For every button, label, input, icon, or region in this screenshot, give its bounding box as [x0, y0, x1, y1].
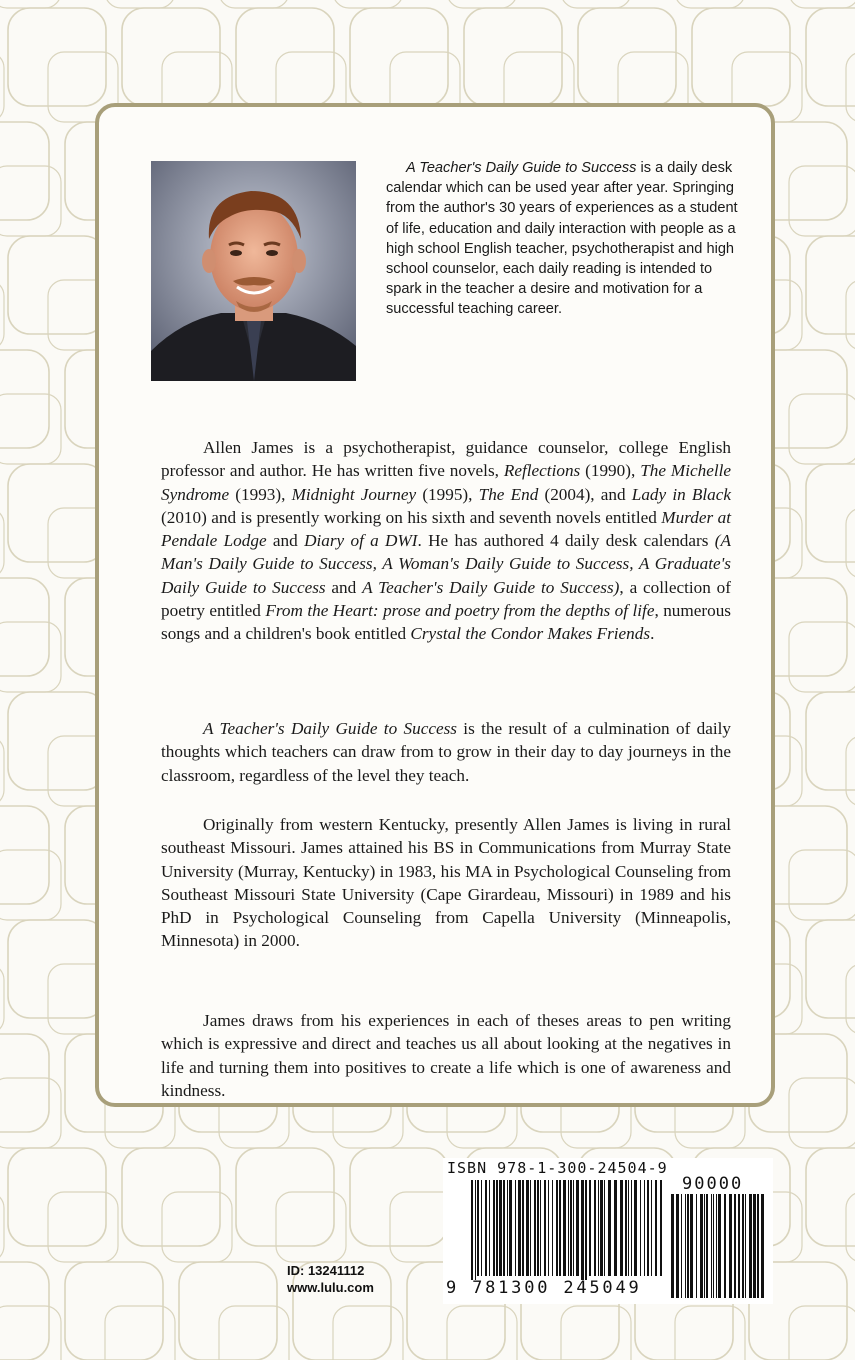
isbn-label: ISBN 978-1-300-24504-9: [447, 1159, 668, 1177]
barcode-bar: [604, 1180, 605, 1276]
barcode-bar: [471, 1180, 473, 1280]
pattern-square: [675, 1306, 745, 1360]
text-run: is a daily desk calendar which can be used year after year. Springing from the author's 30 years of experiences as a student of life, education and daily interaction with people as a high school English teacher, psychotherapist and high school counselor, each daily reading is intended to spark in the teacher a desire and motivation for a successful teaching career.: [386, 160, 738, 318]
barcode-bar: [704, 1194, 705, 1298]
pattern-square: [0, 394, 61, 464]
barcode-bar: [563, 1180, 566, 1276]
barcode-bar: [671, 1194, 674, 1298]
barcode-bar: [685, 1194, 686, 1298]
barcode-bar: [681, 1194, 682, 1298]
text-run: , numerous songs and a children's book entitled: [161, 601, 731, 644]
barcode-bar: [568, 1180, 569, 1276]
barcode-bar: [631, 1180, 632, 1276]
bio-paragraph-3: [161, 813, 731, 953]
text-run: (A Man's Daily Guide to Success, A Woman's Daily Guide to Success, A Graduate's Daily Guide to Success: [161, 531, 731, 597]
pattern-square: [0, 1078, 61, 1148]
barcode-bar: [503, 1180, 505, 1276]
text-run: A Teacher's Daily Guide to Success): [362, 577, 620, 597]
barcode-bar: [515, 1180, 516, 1276]
pattern-square: [48, 1192, 118, 1262]
pattern-square: [789, 850, 855, 920]
pattern-square: [846, 964, 855, 1034]
barcode-bar: [676, 1194, 679, 1298]
barcode-bar: [537, 1180, 539, 1276]
pattern-square: [0, 850, 61, 920]
barcode-bar: [594, 1180, 596, 1276]
text-run: James draws from his experiences in each of theses areas to pen writing which is expressive and direct and teaches us all about looking at the negatives in life and turning them into positives to create a life which is one of awareness and kindness.: [161, 1011, 731, 1100]
barcode-bar: [738, 1194, 740, 1298]
pattern-square: [0, 736, 4, 806]
pattern-square: [789, 394, 855, 464]
book-blurb: [386, 158, 746, 320]
pattern-square: [105, 1306, 175, 1360]
price-code: 90000: [682, 1174, 744, 1194]
barcode-bar: [585, 1180, 587, 1280]
barcode-bar: [706, 1194, 708, 1298]
barcode-bar: [690, 1194, 693, 1298]
barcode-bar: [509, 1180, 512, 1276]
barcode-bar: [540, 1180, 541, 1276]
pattern-square: [578, 8, 676, 106]
text-run: Originally from western Kentucky, presently Allen James is living in rural southeast Missouri. James attained his BS in Communications from Murray State University (Murray, Kentucky) in 1983, his MA in Psychological Counseling from Southeast Missouri State University (Cape Girardeau, Missouri) in 1989 and his PhD in Psychological Counseling from Capella University (Minneapolis, Minnesota) in 2000.: [161, 815, 731, 951]
text-run: Lady in Black: [631, 484, 732, 504]
pattern-square: [8, 8, 106, 106]
bio-paragraph-2: [161, 717, 731, 787]
text-run: (2010) and is presently working on his sixth and seventh novels entitled: [161, 507, 662, 527]
pattern-square: [789, 166, 855, 236]
text-run: is the result of a culmination of daily thoughts which teachers can draw from to grow in their day to day journeys in the classroom, regardless of the level they teach.: [161, 719, 731, 785]
pattern-square: [0, 280, 4, 350]
barcode-bar: [625, 1180, 627, 1276]
pattern-square: [219, 0, 289, 8]
barcode-bar: [749, 1194, 752, 1298]
barcode-bar: [548, 1180, 549, 1276]
pattern-square: [447, 1306, 517, 1360]
pattern-square: [806, 236, 855, 334]
pattern-square: [0, 1192, 4, 1262]
pattern-square: [846, 1192, 855, 1262]
pattern-square: [122, 8, 220, 106]
barcode-bar: [573, 1180, 574, 1276]
barcode-bar: [477, 1180, 479, 1276]
pattern-square: [122, 1148, 220, 1246]
text-run: Midnight Journey: [291, 484, 417, 504]
text-run: The Michelle Syndrome: [161, 461, 732, 504]
barcode-bar: [655, 1180, 657, 1276]
pattern-square: [0, 508, 4, 578]
barcode-bar: [718, 1194, 721, 1298]
publisher-url[interactable]: www.lulu.com: [287, 1280, 374, 1295]
text-run: From the Heart: prose and poetry from the depths of life: [265, 601, 655, 621]
barcode-bar: [522, 1180, 524, 1276]
pattern-square: [276, 1192, 346, 1262]
barcode-bar: [696, 1194, 697, 1298]
pattern-square: [806, 920, 855, 1018]
barcode-bar: [700, 1194, 703, 1298]
barcode-bar: [734, 1194, 736, 1298]
pattern-square: [464, 8, 562, 106]
barcode-bar: [647, 1180, 649, 1276]
barcode-bar: [552, 1180, 553, 1276]
pattern-square: [0, 350, 49, 448]
barcode-bar: [534, 1180, 536, 1276]
barcode-bar: [559, 1180, 561, 1276]
barcode-bar: [526, 1180, 529, 1276]
publisher-id: ID: 13241112: [287, 1263, 365, 1278]
pattern-square: [0, 122, 49, 220]
barcode-bar: [556, 1180, 558, 1276]
pattern-square: [806, 692, 855, 790]
barcode-bar: [651, 1180, 652, 1276]
text-run: (2004), and: [538, 484, 632, 504]
pattern-square: [236, 8, 334, 106]
barcode-bar: [660, 1180, 662, 1276]
barcode-bar: [640, 1180, 641, 1276]
barcode-bar: [493, 1180, 495, 1276]
barcode-bar: [761, 1194, 764, 1298]
pattern-square: [789, 0, 855, 8]
barcode-bar: [634, 1180, 637, 1276]
pattern-square: [846, 736, 855, 806]
pattern-square: [561, 1306, 631, 1360]
text-run: A Teacher's Daily Guide to Success: [203, 719, 457, 738]
pattern-square: [675, 0, 745, 8]
pattern-square: [219, 1306, 289, 1360]
pattern-square: [8, 920, 106, 1018]
text-run: . He has authored 4 daily desk calendars: [417, 531, 715, 551]
barcode-bar: [713, 1194, 714, 1298]
pattern-square: [0, 0, 61, 8]
back-cover-panel: [95, 103, 775, 1107]
pattern-square: [846, 280, 855, 350]
pattern-square: [8, 692, 106, 790]
barcode-bar: [729, 1194, 732, 1298]
text-run: (1995),: [416, 484, 479, 504]
author-photo: [151, 161, 356, 381]
text-run: Allen James is a psychotherapist, guidance counselor, college English professor and author. He has written five novels,: [161, 438, 731, 481]
text-run: and: [266, 531, 305, 551]
pattern-square: [806, 8, 855, 106]
pattern-square: [789, 1078, 855, 1148]
pattern-square: [65, 1262, 163, 1360]
barcode-bar: [757, 1194, 759, 1298]
barcode-addon-bars: [671, 1194, 766, 1302]
bio-paragraph-4: [161, 1009, 731, 1102]
barcode-bar: [485, 1180, 487, 1276]
barcode-bar: [499, 1180, 502, 1276]
barcode-bar: [589, 1180, 591, 1276]
pattern-square: [333, 0, 403, 8]
barcode-bar: [711, 1194, 712, 1298]
pattern-square: [846, 508, 855, 578]
publisher-imprint: [287, 1262, 374, 1296]
barcode-bar: [628, 1180, 629, 1276]
barcode-bar: [598, 1180, 599, 1276]
pattern-square: [447, 0, 517, 8]
pattern-square: [0, 1034, 49, 1132]
text-run: Crystal the Condor Makes Friends: [410, 624, 651, 644]
isbn-barcode: [443, 1158, 773, 1304]
ean-digits: 9 781300 245049: [446, 1278, 642, 1298]
barcode-bar: [724, 1194, 726, 1298]
text-run: and: [325, 577, 363, 597]
barcode-bar: [600, 1180, 603, 1276]
text-run: (1993),: [229, 484, 292, 504]
barcode-bar: [716, 1194, 717, 1298]
barcode-bar: [644, 1180, 645, 1276]
barcode-bar: [530, 1180, 531, 1276]
pattern-square: [8, 1148, 106, 1246]
text-run: , a collection of poetry entitled: [161, 577, 731, 621]
barcode-main-bars: [471, 1180, 666, 1280]
text-run: A Teacher's Daily Guide to Success: [406, 160, 637, 176]
text-run: The End: [478, 484, 539, 504]
barcode-bar: [687, 1194, 689, 1298]
text-run: Reflections: [503, 461, 581, 481]
bio-paragraph-1: [161, 436, 731, 646]
pattern-square: [0, 578, 49, 676]
barcode-bar: [544, 1180, 546, 1276]
pattern-square: [333, 1306, 403, 1360]
pattern-square: [0, 52, 4, 122]
barcode-bar: [489, 1180, 490, 1276]
barcode-bar: [518, 1180, 521, 1276]
pattern-square: [0, 622, 61, 692]
pattern-square: [789, 622, 855, 692]
pattern-square: [0, 964, 4, 1034]
barcode-bar: [475, 1180, 476, 1280]
barcode-bar: [576, 1180, 579, 1276]
pattern-square: [8, 236, 106, 334]
barcode-bar: [745, 1194, 746, 1298]
pattern-square: [0, 1262, 49, 1360]
barcode-bar: [581, 1180, 584, 1280]
pattern-square: [0, 166, 61, 236]
text-run: .: [650, 624, 655, 644]
text-run: Murder at Pendale Lodge: [161, 507, 731, 551]
barcode-bar: [481, 1180, 482, 1276]
pattern-square: [806, 464, 855, 562]
barcode-bar: [608, 1180, 611, 1276]
pattern-square: [692, 8, 790, 106]
pattern-square: [350, 1148, 448, 1246]
barcode-bar: [570, 1180, 572, 1276]
pattern-square: [8, 464, 106, 562]
pattern-square: [162, 1192, 232, 1262]
barcode-bar: [753, 1194, 756, 1298]
barcode-bar: [496, 1180, 498, 1276]
text-run: Diary of a DWI: [304, 531, 418, 551]
pattern-square: [350, 8, 448, 106]
pattern-square: [105, 0, 175, 8]
barcode-bar: [620, 1180, 623, 1276]
pattern-square: [0, 1306, 61, 1360]
text-run: (1990),: [580, 461, 641, 481]
pattern-square: [0, 806, 49, 904]
barcode-bar: [507, 1180, 508, 1276]
pattern-square: [789, 1306, 855, 1360]
pattern-square: [561, 0, 631, 8]
barcode-bar: [742, 1194, 744, 1298]
pattern-square: [806, 1148, 855, 1246]
barcode-bar: [614, 1180, 617, 1276]
pattern-square: [236, 1148, 334, 1246]
pattern-square: [846, 52, 855, 122]
pattern-square: [179, 1262, 277, 1360]
